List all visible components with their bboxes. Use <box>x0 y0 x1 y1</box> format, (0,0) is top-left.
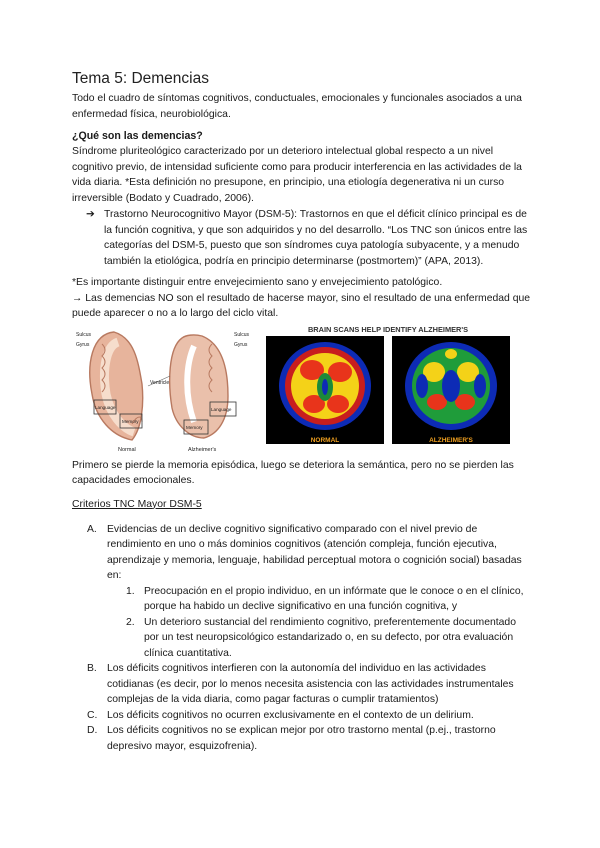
criterion-c <box>87 708 532 724</box>
criterion-a-sub-1 <box>126 584 532 615</box>
scan-label-normal: NORMAL <box>310 436 340 444</box>
brain-scan-figure <box>262 324 514 454</box>
alzheimers-scan-panel <box>392 336 510 444</box>
memory-paragraph: Primero se pierde la memoria episódica, luego se deteriora la semántica, pero no se pierden las capacidades emocionales. <box>72 459 514 486</box>
sub-criterion-text: Preocupación en el propio individuo, en un infórmate que le conoce o en el clínico, porque ha habido un declive significativo en una función cognitiva, y <box>144 585 524 613</box>
criterion-b <box>87 661 532 708</box>
criterion-a <box>87 522 532 584</box>
criterion-text: Evidencias de un declive cognitivo significativo comparado con el nivel previo de rendimiento en uno o más dominios cognitivos (atención compleja, función ejecutiva, aprendizaje y memoria, lenguaje, habilidad perceptual motora o cognición social) basadas en: <box>107 523 522 582</box>
label-memory-left: Memory <box>122 418 139 424</box>
note-dementia: → Las demencias NO son el resultado de hacerse mayor, sino el resultado de una enfermedad que puede aparecer o no a lo largo del ciclo vital. <box>72 292 531 319</box>
definition-paragraph: Síndrome pluriteológico caracterizado por un deterioro intelectual global respecto a un nivel cognitivo previo, de intensidad suficiente como para producir interferencia en las actividades de la vida diaria. *Esta definición no presupone, en principio, una etiología degenerativa ni un curso irreversible (Bodato y Cuadrado, 2006). <box>72 146 522 204</box>
label-alzheimers: Alzheimer's <box>188 446 217 453</box>
label-language-right: Language <box>211 406 232 412</box>
label-language: Language <box>95 404 116 410</box>
note-aging: *Es importante distinguir entre envejecimiento sano y envejecimiento patológico. <box>72 277 443 288</box>
label-gyrus-right: Gyrus <box>234 341 248 348</box>
criterion-text: Los déficits cognitivos no se explican mejor por otro trastorno mental (p.ej., trastorno depresivo mayor, esquizofrenia). <box>107 725 496 752</box>
section-heading: ¿Qué son las demencias? <box>72 130 203 142</box>
criterion-text: Los déficits cognitivos interfieren con la autonomía del individuo en las actividades cotidianas (es decir, por lo menos necesita asistencia con las actividades instrumentales complejas de la vida diaria, como pagar facturas o cumplir tratamientos) <box>107 663 514 706</box>
label-normal: Normal <box>118 446 136 453</box>
label-sulcus-right: Sulcus <box>234 331 250 338</box>
label-memory-right: Memory <box>186 424 203 430</box>
sub-criterion-text: Un deterioro sustancial del rendimiento cognitivo, preferentemente documentado por un test neuropsicológico estandarizado o, en su defecto, por otra evaluación clínica cuantitativa. <box>144 616 516 659</box>
criterion-a-sub-2 <box>126 615 532 662</box>
dsm-bullet-text: Trastorno Neurocognitivo Mayor (DSM-5): Trastornos en que el déficit clínico principal es de la función cognitiva, y que son adquiridos y no del desarrollo. “Los TNC son únicos entre las categorías del DSM-5, puesto que son síndromes cuya patología subyacente, y a menudo también la etiológica, podría en principio determinarse (postmortem)” (APA, 2013). <box>104 209 528 267</box>
intro-paragraph: Todo el cuadro de síntomas cognitivos, conductuales, emocionales y funcionales asociados a una enfermedad física, neurobiológica. <box>72 93 522 120</box>
label-gyrus-left: Gyrus <box>76 341 90 348</box>
criterion-text: Los déficits cognitivos no ocurren exclusivamente en el contexto de un delirium. <box>107 709 474 721</box>
arrow-bullet-icon: ➔ <box>86 209 95 220</box>
dsm-bullet <box>86 207 532 269</box>
label-sulcus-left: Sulcus <box>76 331 92 338</box>
alzheimers-brain-illustration <box>170 334 228 437</box>
criterion-label: A. <box>87 523 97 535</box>
sub-criterion-label: 2. <box>126 616 135 628</box>
document-page <box>72 70 532 754</box>
brain-cross-section-figure <box>72 324 258 454</box>
criteria-heading: Criterios TNC Mayor DSM-5 <box>72 498 202 510</box>
criterion-d <box>87 723 532 754</box>
criterion-label: D. <box>87 725 98 737</box>
sub-criterion-label: 1. <box>126 585 135 597</box>
criterion-label: C. <box>87 709 98 721</box>
criterion-label: B. <box>87 663 97 675</box>
figures-row <box>72 324 532 454</box>
scan-title: BRAIN SCANS HELP IDENTIFY ALZHEIMER'S <box>307 324 469 334</box>
normal-scan-panel <box>266 336 384 444</box>
label-ventricle: Ventricle <box>150 379 170 386</box>
page-title: Tema 5: Demencias <box>72 70 209 87</box>
scan-label-alzheimers: ALZHEIMER'S <box>429 436 473 444</box>
